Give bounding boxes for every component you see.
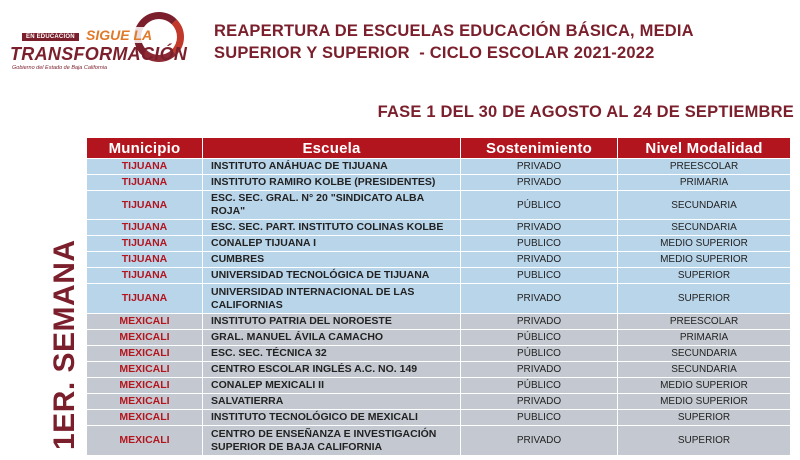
cell-municipio: MEXICALI — [87, 394, 203, 410]
table-row — [87, 236, 791, 252]
table-row — [87, 394, 791, 410]
cell-municipio: MEXICALI — [87, 314, 203, 330]
table-row — [87, 410, 791, 426]
table-row — [87, 252, 791, 268]
cell-escuela: INSTITUTO TECNOLÓGICO DE MEXICALI — [203, 410, 461, 426]
week-label: 1ER. SEMANA — [48, 239, 81, 450]
cell-municipio: TIJUANA — [87, 159, 203, 175]
schools-table — [86, 137, 790, 456]
cell-escuela: SALVATIERRA — [203, 394, 461, 410]
table-row — [87, 268, 791, 284]
cell-escuela: CONALEP MEXICALI II — [203, 378, 461, 394]
table-row — [87, 426, 791, 456]
cell-nivel: SUPERIOR — [618, 268, 791, 284]
cell-sostenimiento: PUBLICO — [461, 236, 618, 252]
cell-escuela: UNIVERSIDAD INTERNACIONAL DE LAS CALIFORNIAS — [203, 284, 461, 314]
cell-escuela: CENTRO DE ENSEÑANZA E INVESTIGACIÓN SUPERIOR DE BAJA CALIFORNIA — [203, 426, 461, 456]
cell-municipio: MEXICALI — [87, 362, 203, 378]
cell-nivel: SECUNDARIA — [618, 220, 791, 236]
cell-escuela: ESC. SEC. PART. INSTITUTO COLINAS KOLBE — [203, 220, 461, 236]
cell-escuela: INSTITUTO PATRIA DEL NOROESTE — [203, 314, 461, 330]
cell-municipio: TIJUANA — [87, 220, 203, 236]
cell-sostenimiento: PÚBLICO — [461, 330, 618, 346]
cell-escuela: CENTRO ESCOLAR INGLÉS A.C. NO. 149 — [203, 362, 461, 378]
cell-nivel: PREESCOLAR — [618, 314, 791, 330]
table-row — [87, 191, 791, 220]
cell-municipio: TIJUANA — [87, 191, 203, 220]
cell-municipio: MEXICALI — [87, 378, 203, 394]
logo — [4, 12, 194, 74]
table-row — [87, 284, 791, 314]
cell-municipio: MEXICALI — [87, 426, 203, 456]
table-row — [87, 159, 791, 175]
cell-municipio: MEXICALI — [87, 410, 203, 426]
cell-nivel: SUPERIOR — [618, 426, 791, 456]
cell-nivel: SUPERIOR — [618, 284, 791, 314]
cell-municipio: MEXICALI — [87, 346, 203, 362]
cell-municipio: TIJUANA — [87, 175, 203, 191]
cell-sostenimiento: PRIVADO — [461, 220, 618, 236]
cell-municipio: TIJUANA — [87, 252, 203, 268]
cell-municipio: TIJUANA — [87, 268, 203, 284]
cell-nivel: MEDIO SUPERIOR — [618, 236, 791, 252]
logo-tag: EN EDUCACIÓN — [22, 33, 79, 41]
cell-sostenimiento: PRIVADO — [461, 362, 618, 378]
cell-sostenimiento: PÚBLICO — [461, 346, 618, 362]
logo-transformacion: TRANSFORMACIÓN — [10, 44, 188, 64]
table-row — [87, 346, 791, 362]
table-row — [87, 330, 791, 346]
cell-escuela: CUMBRES — [203, 252, 461, 268]
cell-escuela: GRAL. MANUEL ÁVILA CAMACHO — [203, 330, 461, 346]
cell-sostenimiento: PRIVADO — [461, 284, 618, 314]
table-header-row — [87, 138, 791, 159]
cell-sostenimiento: PUBLICO — [461, 268, 618, 284]
cell-municipio: MEXICALI — [87, 330, 203, 346]
cell-sostenimiento: PÚBLICO — [461, 378, 618, 394]
cell-escuela: ESC. SEC. GRAL. N° 20 "SINDICATO ALBA ROJA" — [203, 191, 461, 220]
cell-sostenimiento: PRIVADO — [461, 175, 618, 191]
cell-nivel: PREESCOLAR — [618, 159, 791, 175]
title-line-2: SUPERIOR Y SUPERIOR - CICLO ESCOLAR 2021-2022 — [214, 44, 655, 62]
cell-escuela: INSTITUTO RAMIRO KOLBE (PRESIDENTES) — [203, 175, 461, 191]
logo-sigue: SIGUE LA — [86, 27, 153, 43]
table-row — [87, 362, 791, 378]
cell-nivel: PRIMARIA — [618, 330, 791, 346]
cell-escuela: CONALEP TIJUANA I — [203, 236, 461, 252]
logo-gobierno: Gobierno del Estado de Baja California — [12, 65, 108, 71]
cell-escuela: INSTITUTO ANÁHUAC DE TIJUANA — [203, 159, 461, 175]
table-row — [87, 314, 791, 330]
header-sostenimiento: Sostenimiento — [461, 138, 618, 159]
table-row — [87, 220, 791, 236]
cell-nivel: PRIMARIA — [618, 175, 791, 191]
cell-nivel: SUPERIOR — [618, 410, 791, 426]
cell-nivel: SECUNDARIA — [618, 362, 791, 378]
page-title — [214, 20, 774, 64]
cell-municipio: TIJUANA — [87, 284, 203, 314]
cell-sostenimiento: PRIVADO — [461, 426, 618, 456]
cell-escuela: ESC. SEC. TÉCNICA 32 — [203, 346, 461, 362]
table-row — [87, 175, 791, 191]
cell-nivel: MEDIO SUPERIOR — [618, 394, 791, 410]
title-line-1: REAPERTURA DE ESCUELAS EDUCACIÓN BÁSICA, MEDIA — [214, 22, 694, 40]
cell-sostenimiento: PÚBLICO — [461, 191, 618, 220]
cell-sostenimiento: PUBLICO — [461, 410, 618, 426]
cell-sostenimiento: PRIVADO — [461, 252, 618, 268]
cell-escuela: UNIVERSIDAD TECNOLÓGICA DE TIJUANA — [203, 268, 461, 284]
cell-sostenimiento: PRIVADO — [461, 314, 618, 330]
cell-nivel: MEDIO SUPERIOR — [618, 378, 791, 394]
header-municipio: Municipio — [87, 138, 203, 159]
phase-subtitle: FASE 1 DEL 30 DE AGOSTO AL 24 DE SEPTIEMBRE — [377, 103, 794, 121]
table-row — [87, 378, 791, 394]
header-escuela: Escuela — [203, 138, 461, 159]
cell-nivel: SECUNDARIA — [618, 346, 791, 362]
cell-nivel: MEDIO SUPERIOR — [618, 252, 791, 268]
header-nivel: Nivel Modalidad — [618, 138, 791, 159]
cell-sostenimiento: PRIVADO — [461, 394, 618, 410]
cell-municipio: TIJUANA — [87, 236, 203, 252]
cell-sostenimiento: PRIVADO — [461, 159, 618, 175]
cell-nivel: SECUNDARIA — [618, 191, 791, 220]
